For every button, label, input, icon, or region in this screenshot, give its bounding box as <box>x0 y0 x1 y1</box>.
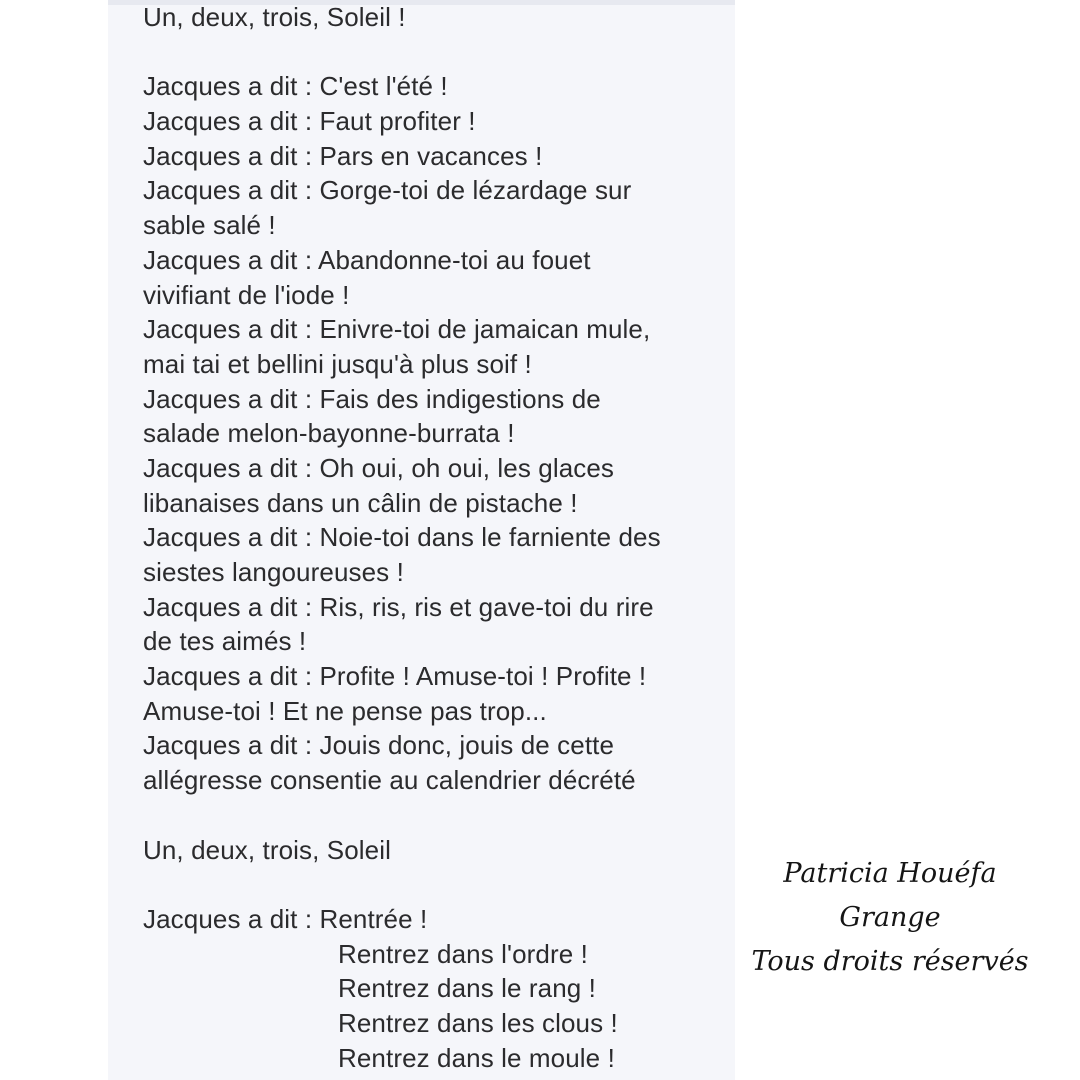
poem-line: Rentrez dans les clous ! <box>338 1007 618 1038</box>
poem-line: sable salé ! <box>143 210 276 241</box>
blank-line <box>143 867 743 902</box>
poem-line: Jacques a dit : Abandonne-toi au fouet <box>143 244 591 275</box>
blank-line <box>143 798 743 833</box>
poem-line: mai tai et bellini jusqu'à plus soif ! <box>143 348 532 379</box>
signature-author: Patricia Houéfa Grange <box>783 858 997 933</box>
poem-line: Un, deux, trois, Soleil ! <box>143 2 406 32</box>
poem-text <box>143 0 743 1075</box>
signature <box>735 852 1045 984</box>
poem-line: Jacques a dit : Noie-toi dans le farniente des <box>143 522 661 553</box>
poem-line: Jacques a dit : Faut profiter ! <box>143 106 476 137</box>
poem-line: Jacques a dit : Pars en vacances ! <box>143 140 543 171</box>
poem-line: Un, deux, trois, Soleil <box>143 834 391 865</box>
poem-line: Jacques a dit : Gorge-toi de lézardage sur <box>143 175 632 206</box>
poem-line: vivifiant de l'iode ! <box>143 279 350 310</box>
poem-line: siestes langoureuses ! <box>143 557 404 587</box>
poem-line: Jacques a dit : Ris, ris, ris et gave-toi du rire <box>143 591 654 622</box>
poem-line: Jacques a dit : Enivre-toi de jamaican mule, <box>143 314 651 345</box>
poem-line: libanaises dans un câlin de pistache ! <box>143 487 578 518</box>
poem-line: Jacques a dit : Rentrée ! <box>143 903 428 934</box>
poem-line: de tes aimés ! <box>143 626 307 657</box>
poem-line: Jacques a dit : Fais des indigestions de <box>143 383 601 414</box>
poem-line: Jacques a dit : Profite ! Amuse-toi ! Profite ! <box>143 661 647 692</box>
poem-line: Rentrez dans l'ordre ! <box>338 938 588 969</box>
signature-rights: Tous droits réservés <box>751 946 1029 977</box>
poem-line: salade melon-bayonne-burrata ! <box>143 418 515 449</box>
poem-line: Rentrez dans le moule ! <box>338 1042 615 1073</box>
poem-line: allégresse consentie au calendrier décrété <box>143 765 636 796</box>
poem-line: Jacques a dit : C'est l'été ! <box>143 71 448 102</box>
poem-line: Jacques a dit : Jouis donc, jouis de cette <box>143 730 615 761</box>
blank-line <box>143 35 743 70</box>
poem-line: Rentrez dans le rang ! <box>338 973 597 1004</box>
poem-line: Amuse-toi ! Et ne pense pas trop... <box>143 695 547 726</box>
poem-line: Jacques a dit : Oh oui, oh oui, les glaces <box>143 452 615 483</box>
